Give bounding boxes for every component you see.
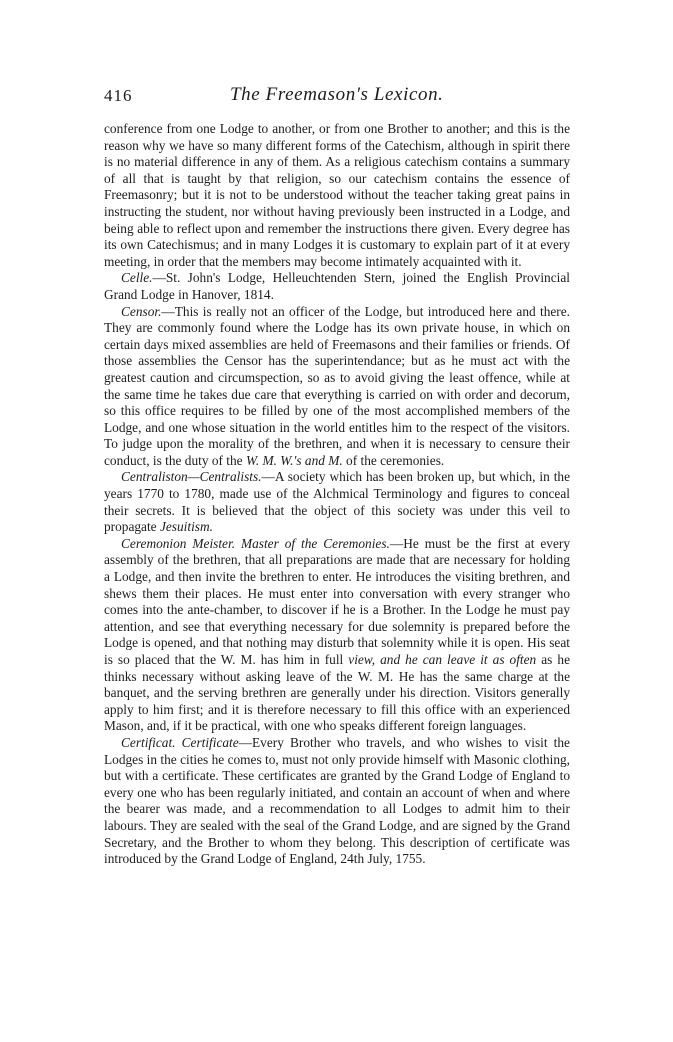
entry-italic-text: Jesuitism. [159, 519, 213, 535]
entry-text: —Every Brother who travels, and who wishes to visit the Lodges in the cities he comes to, must not only provide himself with Masonic clothing, but with a certificate. These certificates are granted by the Grand Lodge of England to every one who has been regularly initiated, and contain an account of when and where the bearer was made, and a recommendation to all Lodges to admit him to their labours. They are sealed with the seal of the Grand Lodge, and are signed by the Grand Secretary, and the Brother to whom they belong. This description of certificate was introduced by the Grand Lodge of England, 24th July, 1755. [104, 734, 570, 867]
entry-celle [104, 270, 570, 303]
page-number: 416 [104, 86, 133, 105]
entry-text: —St. John's Lodge, Helleuchtenden Stern, joined the English Provincial Grand Lodge in Hanover, 1814. [104, 270, 570, 302]
body-text [104, 121, 570, 868]
entry-term: Certificat. Certificate [121, 734, 239, 750]
entry-term: Ceremonion Meister. Master of the Ceremonies. [121, 535, 390, 551]
entry-certificat [104, 735, 570, 868]
entry-text: —A society which has been broken up, but which, in the years 1770 to 1780, made use of the Alchmical Terminology and figures to conceal their secrets. It is believed that the object of this society was under this veil to propagate [104, 469, 570, 535]
entry-term: Centraliston—Centralists. [121, 469, 262, 485]
entry-text: —This is really not an officer of the Lodge, but introduced here and there. They are commonly found where the Lodge has its own private house, in which on certain days mixed assemblies are held of Freemasons and their families or friends. Of those assemblies the Censor has the superintendance; but as he must act with the greatest caution and circumspection, so as to avoid giving the least offence, while at the same time he takes due care that everything is carried on with order and decorum, so this office requires to be filled by one of the most accomplished members of the Lodge, and one whose situation in the world entitles him to the respect of the visitors. To judge upon the morality of the brethren, and when it is necessary to censure their conduct, is the duty of the [104, 303, 570, 468]
entry-italic-text: W. M. W.'s and M. [245, 452, 343, 468]
entry-text-end: of the ceremonies. [342, 452, 445, 468]
entry-centraliston [104, 469, 570, 535]
entry-text: —He must be the first at every assembly of the brethren, that all preparations are made that are necessary for holding a Lodge, and then invite the brethren to enter. He introduces the visiting brethren, and shews them their places. He must enter into conversation with every stranger who comes into the ante-chamber, to discover if he is a Brother. In the Lodge he must pay attention, and see that everything necessary for due solemnity is prepared before the Lodge is opened, and that nothing may disturb that solemnity while it is open. His seat is so placed that the W. M. has him in full [104, 535, 570, 667]
book-title: The Freemason's Lexicon. [230, 84, 444, 105]
entry-ceremonion-meister [104, 536, 570, 735]
running-head [104, 80, 570, 110]
paragraph-text: conference from one Lodge to another, or from one Brother to another; and this is the reason why we have so many different forms of the Catechism, although in spirit there is no material difference in any of them. As a religious catechism contains a summary of all that is taught by that religion, so our catechism contains the essence of Freemasonry; but it is not to be understood without the teacher taking great pains in instructing the student, nor without having previously been instructed in a Lodge, and being able to reflect upon and remember the instructions there given. Every degree has its own Catechismus; and in many Lodges it is customary to explain part of it at every meeting, in order that the members may become intimately acquainted with it. [104, 121, 570, 269]
entry-italic-text: view, and he can leave it as often [348, 652, 537, 667]
book-page [104, 80, 570, 868]
paragraph-catechism-continued [104, 121, 570, 270]
entry-censor [104, 304, 570, 470]
entry-term: Celle. [121, 270, 153, 286]
entry-text-end: as he thinks necessary without asking leave of the W. M. He has the same charge at the banquet, and the serving brethren are generally under his direction. Visitors generally apply to him first; and it is therefore necessary to fill this office with an experienced Mason, and, if it be practical, with one who speaks different foreign languages. [104, 652, 570, 734]
entry-term: Censor. [121, 303, 162, 319]
